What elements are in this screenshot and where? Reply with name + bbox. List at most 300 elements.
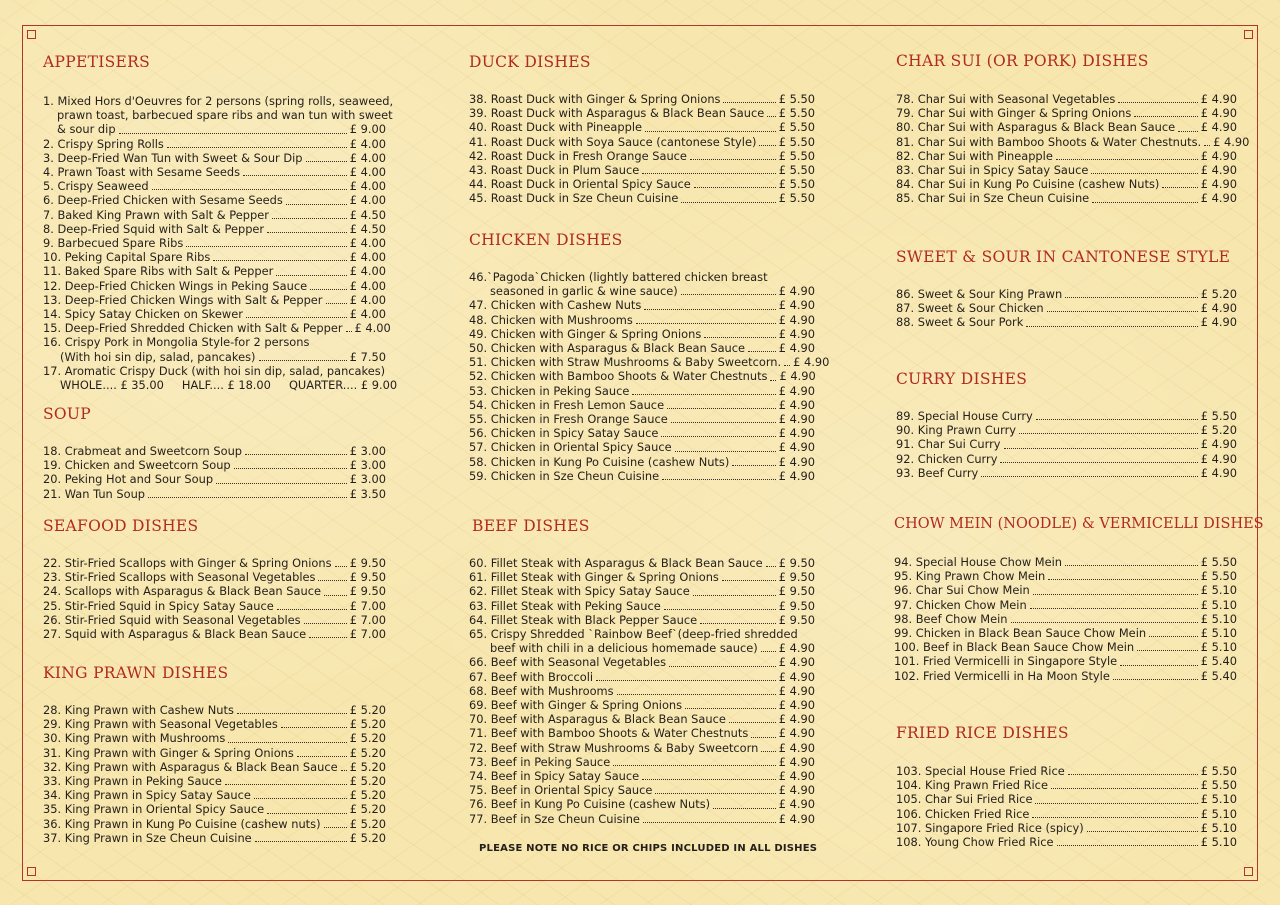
menu-item [43,627,386,641]
menu-item [896,778,1237,792]
dot-leader [690,159,776,160]
dot-leader [766,566,776,567]
menu-item [469,613,815,627]
dot-leader [306,161,347,162]
item-price: £ 5.50 [778,163,815,178]
item-price: £ 4.90 [1200,177,1237,192]
item-price: £ 3.00 [349,444,386,458]
item-name: 40. Roast Duck with Pineapple [469,120,642,135]
menu-item [896,177,1237,191]
menu-item [894,612,1237,626]
menu-item [43,179,386,193]
item-price: £ 5.10 [1200,583,1237,598]
section-title: KING PRAWN DISHES [43,664,229,682]
item-price: £ 3.50 [349,486,386,501]
dot-leader [243,175,347,176]
dot-leader [1036,419,1198,420]
menu-item [896,792,1237,806]
item-price: £ 5.10 [1200,792,1237,807]
menu-item: 46.`Pagoda`Chicken (lightly battered chicken breast seasoned in garlic & wine sauce) £ 4.90 [469,270,815,299]
item-price: £ 5.10 [1200,806,1237,821]
item-name: 15. Deep-Fried Shredded Chicken with Salt & Pepper [43,321,343,336]
item-price: £ 4.90 [778,412,815,427]
dot-leader [1026,326,1197,327]
section-appetisers [43,52,398,393]
menu-item [896,287,1237,301]
item-name: 74. Beef in Spicy Satay Sauce [469,769,640,784]
item-price: £ 5.20 [349,774,386,789]
section-title: APPETISERS [43,53,151,71]
menu-item [896,437,1237,451]
menu-item [469,684,815,698]
menu-item [469,769,815,783]
menu-item [43,444,386,458]
menu-list [469,556,815,627]
item-price: £ 4.90 [778,811,815,826]
item-price: £ 5.50 [778,134,815,149]
item-price: £ 7.00 [349,598,386,613]
dot-leader [276,275,346,276]
item-name: 91. Char Sui Curry [896,437,1001,452]
menu-item [894,583,1237,597]
item-name: 83. Char Sui in Spicy Satay Sauce [896,163,1089,178]
item-price: £ 4.90 [778,783,815,798]
corner-ornament-top-left [22,25,44,47]
item-name: 11. Baked Spare Ribs with Salt & Pepper [43,264,274,279]
item-price: £ 4.90 [778,298,815,313]
item-price: £ 4.90 [778,769,815,784]
menu-item [43,831,386,845]
item-name: 66. Beef with Seasonal Vegetables [469,655,667,670]
item-price: £ 5.50 [1200,778,1237,793]
item-price: £ 4.90 [778,312,815,327]
dot-leader [225,784,347,785]
item-price: £ 5.50 [778,191,815,206]
section-sweet-sour [896,247,1237,330]
item-name: 69. Beef with Ginger & Spring Onions [469,698,683,713]
item-price: £ 5.40 [1200,668,1237,683]
dot-leader [1137,650,1198,651]
item-name: 31. King Prawn with Ginger & Spring Onions [43,745,294,760]
item-price: £ 5.20 [349,703,386,717]
item-price: £ 9.50 [778,570,815,585]
dot-leader [675,451,776,452]
item-price: £ 4.00 [349,193,386,208]
menu-item [469,163,815,177]
menu-item [43,599,386,613]
dot-leader [613,765,776,766]
dot-leader [318,580,346,581]
item-price: £ 5.20 [1200,423,1237,438]
menu-item [896,120,1237,134]
menu-note: PLEASE NOTE NO RICE OR CHIPS INCLUDED IN ALL DISHES [479,843,818,854]
menu-item [469,398,815,412]
dot-leader [1000,462,1197,463]
corner-ornament-bottom-left [22,859,44,881]
item-price: £ 4.00 [349,278,386,293]
menu-item [469,584,815,598]
menu-item [896,409,1237,423]
dot-leader [1178,131,1198,132]
item-name: 105. Char Sui Fried Rice [896,792,1033,807]
item-price: £ 5.50 [778,148,815,163]
item-price: £ 4.00 [349,179,386,194]
menu-item [43,584,386,598]
item-price: £ 4.90 [1200,191,1237,206]
dot-leader [304,623,347,624]
item-name: 80. Char Sui with Asparagus & Black Bean Sauce [896,120,1176,135]
dot-leader [341,770,347,771]
dot-leader [642,779,776,780]
item-price: £ 5.20 [349,788,386,803]
item-name: 6. Deep-Fried Chicken with Sesame Seeds [43,193,283,208]
dot-leader [723,102,775,103]
dot-leader [152,189,347,190]
item-name: 64. Fillet Steak with Black Pepper Sauce [469,612,698,627]
section-title: CHAR SUI (OR PORK) DISHES [896,52,1149,70]
item-price: £ 4.90 [778,454,815,469]
menu-item [43,774,386,788]
menu-item [43,208,386,222]
dot-leader [1149,636,1198,637]
item-name: 96. Char Sui Chow Mein [894,583,1030,598]
dot-leader [700,623,776,624]
item-name: 59. Chicken in Sze Cheun Cuisine [469,468,660,483]
item-name: 44. Roast Duck in Oriental Spicy Sauce [469,177,691,192]
item-name: 48. Chicken with Mushrooms [469,312,633,327]
item-price: £ 5.50 [778,106,815,121]
menu-list [43,703,386,845]
dot-leader [664,609,776,610]
item-name: 47. Chicken with Cashew Nuts [469,298,642,313]
dot-leader [1019,433,1198,434]
menu-item [43,293,386,307]
item-price: £ 4.90 [1200,301,1237,316]
item-name: 78. Char Sui with Seasonal Vegetables [896,92,1116,106]
dot-leader [335,566,347,567]
item-name: 75. Beef in Oriental Spicy Sauce [469,783,653,798]
item-price: £ 4.90 [1200,106,1237,121]
item-price: £ 5.50 [1200,569,1237,584]
menu-item [469,570,815,584]
menu-item [896,301,1237,315]
dot-leader [297,756,347,757]
menu-item [43,321,391,336]
dot-leader [694,187,776,188]
item-price: £ 5.10 [1200,626,1237,641]
dot-leader [729,722,776,723]
item-name: 35. King Prawn in Oriental Spicy Sauce [43,802,265,817]
menu-item [43,472,386,486]
item-price: £ 4.90 [778,754,815,769]
item-price: £ 4.90 [778,655,815,670]
item-price: £ 4.90 [1200,315,1237,330]
dot-leader [1035,803,1197,804]
item-name: 72. Beef with Straw Mushrooms & Baby Sweetcorn [469,740,759,755]
dot-leader [186,246,346,247]
item-price: £ 4.90 [778,326,815,341]
item-name: 99. Chicken in Black Bean Sauce Chow Mein [894,626,1147,641]
item-name: 9. Barbecued Spare Ribs [43,236,184,251]
menu-item [896,835,1237,849]
menu-item [43,570,386,584]
dot-leader [1032,817,1197,818]
item-name: 90. King Prawn Curry [896,423,1017,438]
item-name: 4. Prawn Toast with Sesame Seeds [43,165,241,180]
menu-item [896,191,1237,205]
item-price: £ 4.00 [354,321,391,336]
menu-item [43,487,386,501]
item-name: 33. King Prawn in Peking Sauce [43,774,222,789]
menu-item [894,598,1237,612]
item-name: 22. Stir-Fried Scallops with Ginger & Spring Onions [43,556,332,570]
menu-item [469,92,815,106]
corner-ornament-bottom-right [1236,859,1258,881]
dot-leader [281,727,347,728]
dot-leader [267,813,347,814]
menu-list [43,556,386,641]
menu-item [896,466,1237,480]
menu-item [469,327,815,341]
item-name: 84. Char Sui in Kung Po Cuisine (cashew Nuts) [896,177,1160,192]
item-name: 98. Beef Chow Mein [894,611,1008,626]
item-name: 3. Deep-Fried Wan Tun with Sweet & Sour Dip [43,150,303,165]
dot-leader [167,147,347,148]
dot-leader [324,595,347,596]
menu-item [896,764,1237,778]
item-price: £ 4.00 [349,264,386,279]
menu-item [43,458,386,472]
item-name: 34. King Prawn in Spicy Satay Sauce [43,788,251,803]
item-price: £ 5.20 [349,745,386,760]
item-price: £ 5.50 [1200,764,1237,778]
item-name: 20. Peking Hot and Sour Soup [43,472,214,487]
item-name: 52. Chicken with Bamboo Shoots & Water Chestnuts [469,369,768,384]
item-price: £ 4.00 [349,307,386,322]
section-chicken [469,230,830,483]
dot-leader [1204,145,1210,146]
item-name: 88. Sweet & Sour Pork [896,315,1024,330]
item-name: 30. King Prawn with Mushrooms [43,731,226,746]
dot-leader [1030,608,1198,609]
dot-leader [643,822,776,823]
menu-item [43,802,386,816]
item-price: £ 4.00 [349,150,386,165]
dot-leader [1056,159,1198,160]
menu-item [469,455,815,469]
item-price: £ 4.90 [1200,465,1237,480]
dot-leader [228,742,346,743]
dot-leader [267,232,347,233]
menu-item [469,440,815,454]
dot-leader [1057,845,1198,846]
dot-leader [1087,831,1198,832]
item-name: 103. Special House Fried Rice [896,764,1065,778]
menu-item [469,726,815,740]
item-name: 63. Fillet Steak with Peking Sauce [469,598,661,613]
menu-item [469,741,815,755]
item-price: £ 4.90 [778,740,815,755]
menu-item [469,384,815,398]
item-price: £ 4.00 [349,165,386,180]
dot-leader [671,422,776,423]
dot-leader [286,204,347,205]
item-price: £ 4.90 [778,712,815,727]
item-price: £ 4.00 [349,136,386,151]
dot-leader [661,436,775,437]
dot-leader [1113,679,1198,680]
dot-leader [1065,297,1198,298]
menu-item: 1. Mixed Hors d'Oeuvres for 2 persons (spring rolls, seaweed, prawn toast, barbecued spare ribs and wan tun with sweet & sour dip £ 9.00 [43,94,394,137]
menu-item [43,193,386,207]
item-price: £ 5.50 [1200,409,1237,423]
item-name: 51. Chicken with Straw Mushrooms & Baby Sweetcorn. [469,355,782,370]
menu-item [43,731,386,745]
item-name: 7. Baked King Prawn with Salt & Pepper [43,207,269,222]
item-name: 14. Spicy Satay Chicken on Skewer [43,307,243,322]
dot-leader [1162,187,1197,188]
item-price: £ 4.90 [778,698,815,713]
item-name: 108. Young Chow Fried Rice [896,835,1054,850]
dot-leader [981,476,1197,477]
item-price: £ 5.10 [1200,611,1237,626]
item-price: £ 9.50 [349,570,386,585]
menu-item [469,341,815,355]
item-price: £ 9.50 [778,556,815,570]
item-name: 70. Beef with Asparagus & Black Bean Sauce [469,712,726,727]
menu-item [469,412,815,426]
dot-leader [617,694,776,695]
dot-leader [1048,579,1198,580]
item-name: 104. King Prawn Fried Rice [896,778,1048,793]
menu-item [469,106,815,120]
menu-item [896,163,1237,177]
dot-leader [1011,622,1198,623]
menu-item [896,821,1237,835]
section-title: CHOW MEIN (NOODLE) & VERMICELLI DISHES [894,516,1264,532]
dot-leader [642,173,776,174]
item-name: 55. Chicken in Fresh Orange Sauce [469,412,668,427]
section-title: DUCK DISHES [469,53,591,71]
section-curry [896,369,1237,480]
section-char-sui [896,51,1250,206]
dot-leader [722,580,776,581]
item-name: 37. King Prawn in Sze Cheun Cuisine [43,830,252,845]
section-duck [469,52,815,206]
item-name: 24. Scallops with Asparagus & Black Bean Sauce [43,584,321,599]
dot-leader [667,408,776,409]
menu-list [469,655,815,825]
dot-leader [636,323,776,324]
dot-leader [770,380,776,381]
item-price: £ 4.00 [349,250,386,265]
menu-list [469,92,815,206]
menu-item [469,120,815,134]
section-chow-mein [894,514,1264,683]
menu-item [43,165,386,179]
item-name: 106. Chicken Fried Rice [896,806,1030,821]
menu-list [43,444,386,501]
item-name: 8. Deep-Fried Squid with Salt & Pepper [43,221,265,236]
item-name: 77. Beef in Sze Cheun Cuisine [469,811,640,826]
menu-item [469,149,815,163]
item-name: 43. Roast Duck in Plum Sauce [469,163,640,178]
item-name: 68. Beef with Mushrooms [469,683,614,698]
dot-leader [1065,565,1198,566]
menu-item [43,760,386,774]
menu-item [43,137,386,151]
menu-item [469,556,815,570]
menu-item [469,135,815,149]
item-name: 12. Deep-Fried Chicken Wings in Peking Sauce [43,278,308,293]
menu-item [894,640,1237,654]
item-price: £ 4.90 [793,355,830,370]
item-name: 56. Chicken in Spicy Satay Sauce [469,426,659,441]
item-price: £ 4.90 [778,440,815,455]
section-title: CURRY DISHES [896,370,1028,388]
dot-leader [693,595,776,596]
item-price: £ 5.40 [1200,654,1237,669]
item-price: £ 9.50 [778,584,815,599]
menu-list [894,555,1237,683]
dot-leader [309,637,347,638]
section-seafood [43,516,386,641]
item-price: £ 5.20 [349,802,386,817]
dot-leader [704,337,775,338]
menu-item [43,279,386,293]
item-price: £ 4.90 [778,468,815,483]
item-name: 18. Crabmeat and Sweetcorn Soup [43,444,243,458]
menu-item [43,817,386,831]
menu-item [43,717,386,731]
dot-leader [245,454,347,455]
item-name: 49. Chicken with Ginger & Spring Onions [469,326,702,341]
item-price: £ 5.20 [349,816,386,831]
item-name: 2. Crispy Spring Rolls [43,136,164,151]
item-name: 25. Stir-Fried Squid in Spicy Satay Sauce [43,598,274,613]
menu-item: 16. Crispy Pork in Mongolia Style-for 2 persons (With hoi sin dip, salad, pancakes) £ 7.50 [43,335,386,364]
item-price: £ 5.20 [349,759,386,774]
item-name: 61. Fillet Steak with Ginger & Spring Onions [469,570,719,585]
menu-item [469,755,815,769]
dot-leader [1091,173,1197,174]
dot-leader [713,808,776,809]
menu-item [469,177,815,191]
dot-leader [1118,102,1198,103]
item-price: £ 4.90 [778,426,815,441]
menu-item [43,250,386,264]
item-price: £ 9.50 [778,612,815,627]
menu-item [469,812,815,826]
dot-leader [1004,448,1198,449]
menu-item [469,298,815,312]
menu-item [896,423,1237,437]
item-name: 76. Beef in Kung Po Cuisine (cashew Nuts) [469,797,711,812]
item-price: £ 4.00 [349,292,386,307]
item-price: £ 7.00 [349,627,386,642]
dot-leader [662,479,776,480]
dot-leader [1068,774,1198,775]
dot-leader [246,317,347,318]
menu-list [43,136,391,336]
item-name: 53. Chicken in Peking Sauce [469,383,630,398]
item-name: 93. Beef Curry [896,465,979,480]
section-title: SWEET & SOUR IN CANTONESE STYLE [896,248,1231,266]
dot-leader [324,827,347,828]
item-name: 85. Char Sui in Sze Cheun Cuisine [896,191,1090,206]
menu-list [896,764,1237,849]
menu-item [894,654,1237,668]
